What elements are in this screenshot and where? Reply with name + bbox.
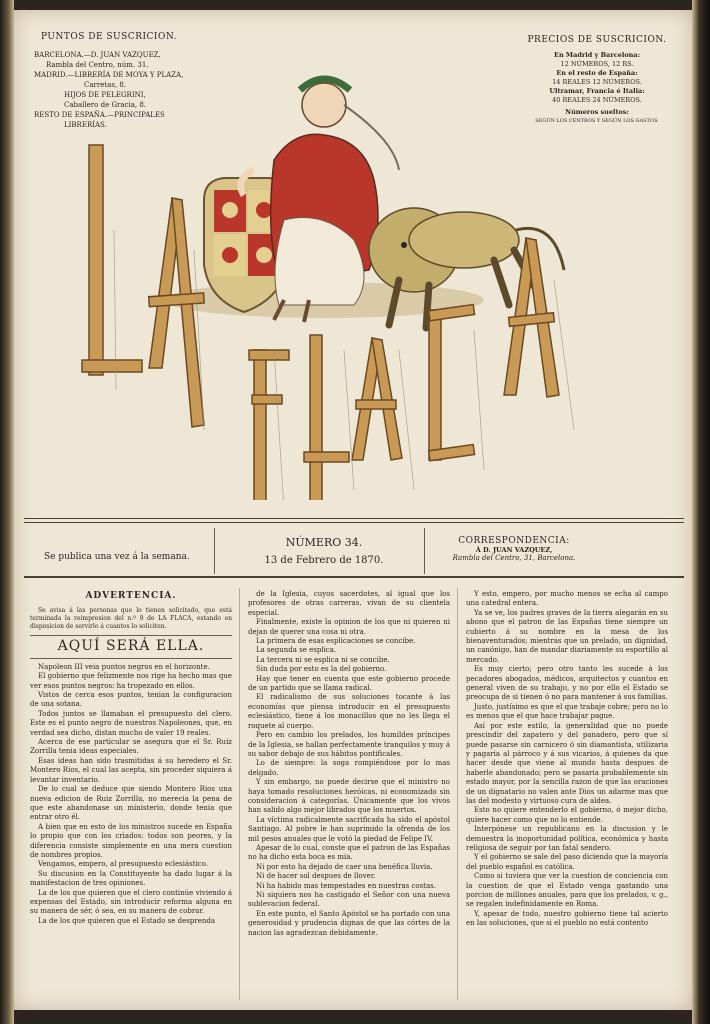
publication-frequency: Se publica una vez á la semana. bbox=[44, 552, 190, 562]
column-2 bbox=[248, 590, 450, 938]
paragraph: Esas ideas han sido trasmitidas á su heredero el Sr. Montero Rios, el cual las acepta, sin proceder siquiera á levantar inventario. bbox=[30, 756, 232, 784]
price-line: 40 REALES 24 NÚMEROS. bbox=[552, 96, 642, 104]
paragraph: Ni por esto ha dejado de caer una benéfica lluvia. bbox=[256, 862, 433, 871]
paragraph: La tercera ni se esplica ni se concibe. bbox=[256, 655, 390, 664]
paragraph: A bien que en esto de los ministros sucede en España lo propio que con los criados: todos son peores, y la diferencia consiste simplemente en una mera cuestion de nombres propios. bbox=[30, 822, 232, 859]
masthead-illustration bbox=[54, 50, 654, 500]
masthead-bottom-rule bbox=[24, 576, 684, 578]
subscription-point-line: LIBRERÍAS. bbox=[64, 121, 107, 129]
paragraph: Esto no quiere entenderlo el gobierno, ó mejor dicho, quiere hacer como que no lo entiende. bbox=[466, 806, 668, 824]
letter-F-plank bbox=[249, 350, 289, 360]
paragraph: Pero en cambio los prelados, los humildes príncipes de la Iglesia, se hallan perfectamente tranquilos y muy á su sabor debajo de sus hábitos pontificales. bbox=[248, 731, 450, 758]
advertencia-heading: ADVERTENCIA. bbox=[85, 591, 177, 601]
letter-A-plank bbox=[172, 198, 204, 427]
subscription-point-line: BARCELONA.—D. JUAN VAZQUEZ, bbox=[34, 51, 161, 59]
price-line: SEGÚN LOS CENTROS Y SEGÚN LOS GASTOS. bbox=[535, 118, 659, 124]
rule bbox=[30, 635, 232, 636]
paragraph: Ni ha habido mas tempestades en nuestras costas. bbox=[256, 881, 436, 890]
paragraph: Apesar de lo cual, conste que el patron de las Españas no ha dicho esta boca es mia. bbox=[248, 843, 450, 862]
subscription-point-line: Carretas, 8. bbox=[84, 81, 127, 89]
book-spine-left bbox=[0, 0, 14, 1024]
paragraph: Lo de siempre: la soga rompiéndose por lo mas delgado. bbox=[248, 759, 450, 777]
paragraph: Ni siquiera nos ha castigado el Señor con una nueva sublevacion federal. bbox=[248, 891, 450, 909]
paragraph: Interpónese un republicano en la discusion y le demuestra la inoportunidad política, económica y hasta religiosa de seguir por tan fatal sendero. bbox=[466, 825, 668, 852]
subscription-point-line: HIJOS DE PELEGRINI, bbox=[64, 91, 146, 99]
subscription-point-line: MADRID.—LIBRERÍA DE MOYA Y PLAZA, bbox=[34, 71, 184, 79]
paragraph: Sin duda por esto es la del gobierno. bbox=[256, 665, 387, 674]
price-line: 12 NÚMEROS, 12 RS. bbox=[560, 60, 634, 68]
paragraph: Napoleon III veia puntos negros en el horizonte. bbox=[38, 662, 210, 671]
column-3 bbox=[466, 590, 668, 929]
price-line: En el resto de España: bbox=[556, 69, 638, 77]
subscription-point-line: RESTO DE ESPAÑA.—PRINCIPALES bbox=[34, 111, 165, 119]
newspaper-page bbox=[14, 10, 692, 1010]
paragraph: Justo, justísimo es que el que trabaje cobre; pero no lo es menos que el que hace trabajar pague. bbox=[466, 702, 668, 721]
paragraph: El gobierno que felizmente nos rige ha hecho mas que ver esos puntos negros: ha tropezado en ellos. bbox=[30, 672, 232, 690]
subscription-point-line: Caballero de Gracia, 8. bbox=[64, 101, 147, 109]
paragraph: Hay que tener en cuenta que este gobierno procede de un partido que se llama radical. bbox=[248, 674, 450, 693]
article-title: AQUÍ SERÁ ELLA. bbox=[57, 638, 205, 655]
paragraph: La de los que quieren que el Estado se desprenda bbox=[38, 916, 215, 925]
paragraph: La segunda se esplica. bbox=[256, 646, 337, 655]
letter-L2-plank bbox=[310, 335, 322, 500]
letter-L-plank bbox=[82, 360, 142, 372]
letter-L2-plank bbox=[304, 452, 349, 462]
letter-L-plank bbox=[89, 145, 103, 375]
paragraph: Y sin embargo, no puede decirse que el ministro no haya tomado resoluciones heróicas, ni economizado sin consideracion á categorías. Únicamente que los vivos han salido algo mejor librados que los muertos. bbox=[248, 778, 450, 815]
letter-A2-plank bbox=[372, 338, 402, 460]
paragraph: El radicalismo de sus soluciones tocante á las economías que piensa introducir en el presupuesto eclesiástico, tiene á los monacillos que no les llega el roquete al cuerpo. bbox=[248, 693, 450, 730]
price-line: En Madrid y Barcelona: bbox=[553, 51, 640, 59]
correspondence bbox=[434, 536, 594, 562]
letter-F-plank bbox=[254, 350, 266, 500]
paragraph: Y, apesar de todo, nuestro gobierno tiene tal acierto en las soluciones, que si el pueblo no está contento bbox=[466, 909, 668, 928]
paragraph: Vistos de cerca esos puntos, tenian la configuracion de una sotana. bbox=[30, 691, 232, 709]
paragraph: Como si tuviera que ver la cuestion de conciencia con la cuestion de que el Estado venga gastando una porcion de millones anuales, para que los prelados, v. g., se regalen indefinidamente en Roma. bbox=[466, 872, 668, 909]
paragraph: Acerca de ese particular se asegura que el Sr. Ruiz Zorrilla tenia ideas especiales. bbox=[30, 738, 232, 756]
divider bbox=[214, 528, 215, 574]
paragraph: Ya se ve, los padres graves de la tierra alegarán en su abono que el patron de las Españas tiene siempre un cubierto á su nombre en la mesa de los bienaventurados; mientras que un prelado, un dignidad, un canónigo, han de mandar diariamente su esportillo al mercado. bbox=[466, 608, 668, 664]
price-line: Números sueltos: bbox=[565, 108, 629, 116]
paragraph: Vengamos, empero, al presupuesto eclesiástico. bbox=[38, 860, 209, 869]
masthead-bar bbox=[24, 518, 684, 578]
divider bbox=[424, 528, 425, 574]
column-divider bbox=[239, 588, 240, 1000]
correspondence-title: CORRESPONDENCIA: bbox=[458, 536, 570, 546]
paragraph: de la Iglesia, cuyos sacerdotes, al igual que los profesores de otras carreras, vivan de su clientela especial. bbox=[248, 590, 450, 617]
letter-C-plank bbox=[429, 310, 441, 460]
masthead-top-rule bbox=[24, 522, 684, 523]
paragraph: Finalmente, existe la opinion de los que ni quieren ni dejan de querer una cosa ni otra. bbox=[248, 618, 450, 636]
correspondence-address: Rambla del Centro, 31, Barcelona. bbox=[452, 554, 576, 562]
issue-number: NÚMERO 34. bbox=[285, 536, 363, 549]
subscription-point-line: Rambla del Centro, núm. 31. bbox=[46, 61, 149, 69]
advertencia-text: Se avisa á las personas que lo tienen solicitado, que está terminada la reimpresion del n.º 9 de LA FLACA, estando en disposicion de servirlo á cuantos lo soliciten. bbox=[30, 607, 232, 631]
paragraph: Y el gobierno se sale del paso diciendo que la mayoría del pueblo español es católica. bbox=[466, 853, 668, 871]
issue-info bbox=[234, 536, 414, 566]
price-line: 14 REALES 12 NÚMEROS. bbox=[552, 78, 642, 86]
subscription-points-title: PUNTOS DE SUSCRICION. bbox=[40, 32, 178, 42]
paragraph: De lo cual se deduce que siendo Montero Rios una nueva edicion de Ruiz Zorrilla, no merecia la pena de que este abandonase un ministerio, donde tenia que entrar otro él. bbox=[30, 785, 232, 822]
paragraph: Y esto, empero, por mucho menos se echa al campo una catedral entera. bbox=[466, 590, 668, 608]
column-1 bbox=[30, 590, 232, 926]
paragraph: Su discusion en la Constituyente ha dado lugar á la manifestacion de tres opiniones. bbox=[30, 869, 232, 888]
price-line: Ultramar, Francia é Italia: bbox=[549, 87, 645, 95]
paragraph: La primera de esas esplicaciones se concibe. bbox=[256, 637, 416, 646]
column-divider bbox=[457, 588, 458, 1000]
paragraph: La víctima radicalmente sacrificada ha sido el apóstol Santiago. Al pobre le han suprimido la ofrenda de los mil pesos anuales que le votó la piedad de Felipe IV. bbox=[248, 815, 450, 843]
paragraph: Todos juntos se llamaban el presupuesto del clero. Este es el punto negro de nuestros Napoleones, que, en verdad sea dicho, distan mucho de valer 19 reales. bbox=[30, 709, 232, 737]
paragraph: La de los que quieren que el clero continúe viviendo á expensas del Estado, sin introducir reforma alguna en su manera de sér, ó sea, en su manera de cobrar. bbox=[30, 888, 232, 916]
rule bbox=[30, 658, 232, 659]
letter-A2-plank bbox=[356, 400, 396, 409]
paragraph: Es muy cierto; pero otro tanto les sucede á los pecadores abogados, médicos, arquitectos y cuantos en general viven de su trabajo, y no por ello el Estado se preocupa de si tienen ó no para mantener á sus familias. bbox=[466, 665, 668, 702]
paragraph: Ni de hacer sol despues de llover. bbox=[256, 872, 376, 881]
paragraph: En este punto, el Santo Apóstol se ha portado con una generosidad y prudencia dignas de que las córtes de la nacion las agradezcan debidamente. bbox=[248, 909, 450, 937]
subscription-prices-title: PRECIOS DE SUSCRICION. bbox=[527, 35, 667, 45]
paragraph: Así por este estilo, la generalidad que no puede prescindir del zapatero y del panadero, pero que sí puede pasarse sin carnicero ó sin diamantista, utilizaria y pagaria al párroco y á sus vicarios, á quienes da que hacer desde que viene al mundo hasta despues de haberle abandonado; pero se pasaria probablemente sin estado mayor, por la sencilla razon de que las oraciones de un dignatario no valen ante Dios un adarme mas que las del modesto y virtuoso cura de aldea. bbox=[466, 721, 668, 805]
issue-date: 13 de Febrero de 1870. bbox=[264, 555, 384, 566]
correspondence-name: Á D. JUAN VAZQUEZ, bbox=[475, 546, 553, 554]
masthead-top-rule bbox=[24, 518, 684, 519]
book-spine-right bbox=[692, 0, 710, 1024]
